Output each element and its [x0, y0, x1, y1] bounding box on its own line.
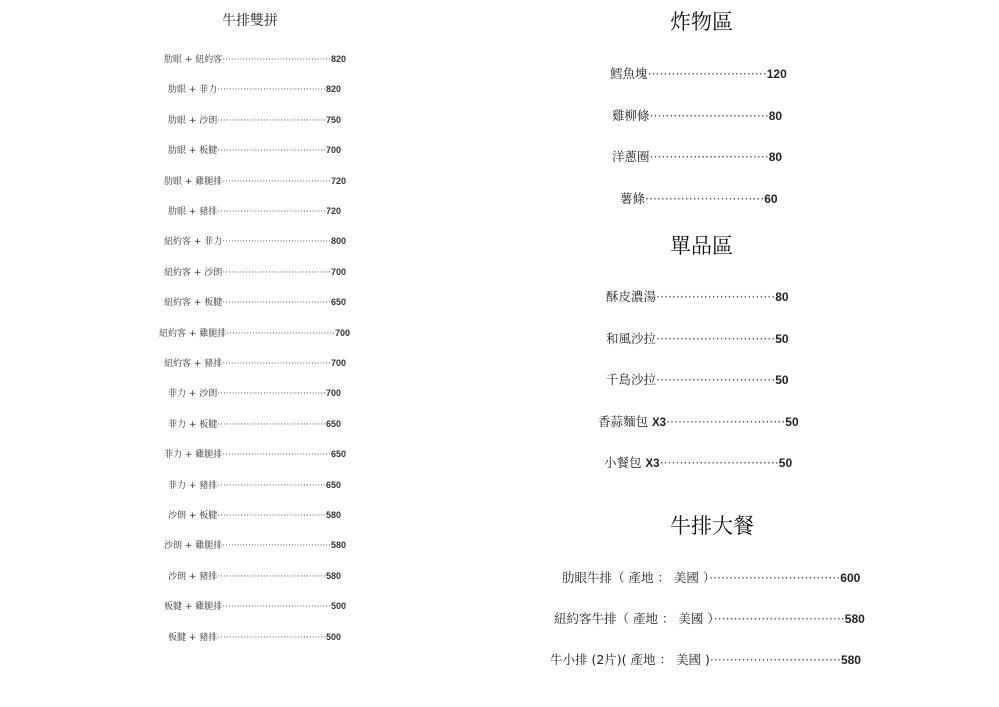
menu-item-price: 50 — [775, 373, 789, 387]
menu-item — [164, 356, 346, 369]
menu-item-name: 肋眼牛排（ 產地 ： 美國 ） — [562, 570, 710, 585]
menu-item — [606, 370, 789, 388]
menu-item-price: 720 — [325, 206, 342, 216]
dot-leader: ······································ — [217, 389, 326, 400]
dot-leader: ······································ — [222, 450, 331, 461]
menu-item-price: 580 — [325, 510, 342, 520]
fried-title: 炸物區 — [670, 10, 733, 34]
menu-item-price: 800 — [330, 236, 347, 247]
menu-item-name: 菲力 + 雞腿排 — [164, 450, 223, 461]
menu-item-name: 酥皮濃湯 — [606, 289, 657, 304]
menu-item — [168, 417, 341, 430]
dot-leader: ······························ — [656, 289, 776, 304]
menu-item-price: 580 — [330, 540, 347, 551]
menu-item-name: 牛小排 (2片)( 產地 ： 美國 ) — [550, 652, 710, 667]
menu-item-name: 紐約客 + 沙朗 — [164, 267, 223, 278]
menu-item-name: 紐約客 + 菲力 — [164, 237, 223, 248]
menu-item-price: 820 — [330, 54, 347, 64]
menu-item — [168, 143, 341, 156]
menu-item-name: 肋眼 + 菲力 — [168, 85, 218, 96]
menu-item — [604, 453, 792, 471]
dot-leader: ······························ — [656, 330, 776, 346]
dot-leader: ······································ — [226, 328, 335, 339]
dot-leader: ······································ — [222, 267, 331, 278]
dot-leader: ······································ — [217, 85, 326, 96]
menu-item-price: 500 — [325, 631, 342, 642]
menu-item-name: 肋眼 + 雞腿排 — [164, 176, 223, 187]
menu-item-price: 580 — [325, 570, 342, 581]
menu-item-name: 菲力 + 豬排 — [168, 480, 218, 491]
menu-item-name: 肋眼 + 豬排 — [168, 207, 218, 217]
menu-item-price: 50 — [775, 331, 789, 346]
menu-item-price: 720 — [330, 175, 347, 186]
menu-item-name: 沙朗 + 豬排 — [168, 571, 218, 582]
menu-item — [550, 650, 861, 668]
menu-item — [159, 326, 350, 339]
menu-item-name: 肋眼 + 沙朗 — [168, 115, 218, 126]
dot-leader: ······································ — [222, 359, 331, 369]
menu-item — [612, 147, 782, 165]
dot-leader: ······································ — [222, 541, 331, 552]
menu-item-price: 80 — [768, 150, 783, 164]
dot-leader: ······························ — [666, 413, 786, 429]
dot-leader: ······································ — [222, 602, 331, 613]
menu-item-price: 80 — [768, 108, 783, 123]
menu-item-name: 鱈魚塊 — [610, 66, 648, 81]
menu-item-name: 菲力 + 沙朗 — [168, 389, 218, 400]
menu-item-price: 650 — [325, 479, 342, 490]
menu-item-price: 500 — [330, 601, 347, 612]
menu-item-name: 雞柳條 — [612, 107, 650, 123]
dot-leader: ······································ — [217, 146, 326, 157]
menu-item — [164, 174, 346, 187]
menu-item — [562, 568, 860, 586]
dot-leader: ································· — [709, 652, 841, 667]
menu-item-name: 香蒜麵包 — [598, 413, 649, 429]
menu-item-name: 洋蔥圈 — [612, 149, 650, 164]
menu-item-price: 650 — [330, 449, 347, 460]
menu-item-price: 120 — [766, 67, 787, 81]
menu-item-name: 板腱 + 雞腿排 — [164, 602, 223, 613]
menu-item-price: 600 — [840, 571, 861, 585]
dot-leader: ······································ — [222, 298, 331, 309]
menu-item — [168, 630, 341, 643]
menu-item — [168, 569, 341, 582]
dot-leader: ······························ — [645, 190, 765, 206]
dot-leader: ······························ — [649, 107, 769, 123]
menu-item-price: 700 — [325, 145, 342, 156]
menu-item — [168, 113, 341, 126]
menu-item-price: 50 — [778, 456, 793, 470]
menu-item — [606, 329, 789, 347]
menu-item — [164, 599, 346, 612]
dot-leader: ······························ — [656, 372, 776, 387]
menu-item-name: 肋眼 + 板腱 — [168, 146, 218, 157]
menu-item-price: 650 — [325, 418, 342, 429]
menu-item-name: 菲力 + 板腱 — [168, 419, 218, 430]
menu-item-name: 小餐包 — [604, 455, 642, 470]
menu-item-name: 紐約客 + 板腱 — [164, 298, 223, 309]
menu-item — [164, 538, 346, 551]
menu-item — [610, 64, 787, 82]
dot-leader: ······································ — [222, 176, 331, 187]
menu-item — [164, 52, 346, 65]
dot-leader: ······························ — [647, 66, 767, 81]
dot-leader: ······································ — [217, 511, 326, 521]
menu-item — [606, 287, 789, 305]
dot-leader: ······································ — [217, 480, 326, 491]
dot-leader: ······································ — [217, 207, 326, 217]
menu-item-quantity: X3 — [645, 458, 660, 470]
menu-item-price: 50 — [785, 414, 799, 429]
menu-item — [598, 412, 799, 430]
steak-title: 牛排大餐 — [670, 514, 754, 538]
menu-item-name: 紐約客牛排（ 產地 ： 美國 ） — [554, 611, 714, 626]
menu-item-name: 紐約客 + 雞腿排 — [159, 328, 227, 339]
combo-title: 牛排雙拼 — [222, 13, 278, 29]
menu-item — [554, 609, 865, 627]
menu-item-price: 700 — [325, 388, 342, 399]
dot-leader: ······································ — [217, 571, 326, 582]
menu-item-price: 650 — [330, 297, 347, 308]
menu-item — [168, 478, 341, 491]
menu-item — [164, 265, 346, 278]
menu-item-price: 700 — [330, 266, 347, 277]
menu-item-name: 千島沙拉 — [606, 372, 657, 387]
single-title: 單品區 — [670, 234, 733, 258]
menu-item-name: 和風沙拉 — [606, 330, 657, 346]
menu-item-name: 紐約客 + 豬排 — [164, 359, 223, 369]
menu-item-name: 薯條 — [620, 190, 646, 206]
menu-item — [164, 447, 346, 460]
dot-leader: ······································ — [222, 237, 331, 248]
menu-item-price: 820 — [325, 84, 342, 95]
menu-item-price: 580 — [844, 612, 865, 626]
menu-item-quantity: X3 — [652, 416, 667, 429]
menu-item-price: 80 — [775, 290, 789, 304]
dot-leader: ······································ — [222, 55, 331, 65]
menu-item-name: 沙朗 + 雞腿排 — [164, 541, 223, 552]
menu-item-price: 580 — [840, 653, 861, 667]
menu-item — [164, 234, 346, 247]
menu-item — [620, 189, 778, 207]
menu-item-name: 板腱 + 豬排 — [168, 632, 218, 643]
menu-item-name: 沙朗 + 板腱 — [168, 511, 218, 521]
dot-leader: ······································ — [217, 419, 326, 430]
menu-item-price: 750 — [325, 114, 342, 125]
menu-item-name: 肋眼 + 紐約客 — [164, 55, 223, 65]
menu-item-price: 60 — [764, 191, 778, 206]
dot-leader: ······························ — [649, 149, 769, 164]
menu-item — [168, 508, 341, 521]
menu-item — [168, 204, 341, 217]
dot-leader: ································· — [709, 570, 841, 585]
menu-item — [168, 386, 341, 399]
menu-item-price: 700 — [330, 358, 347, 368]
menu-item — [168, 82, 341, 95]
dot-leader: ································· — [713, 611, 845, 626]
dot-leader: ······································ — [217, 632, 326, 643]
dot-leader: ······································ — [217, 115, 326, 126]
dot-leader: ······························ — [659, 455, 779, 470]
menu-item — [164, 295, 346, 308]
menu-item-price: 700 — [334, 327, 351, 338]
menu-item — [612, 106, 782, 124]
